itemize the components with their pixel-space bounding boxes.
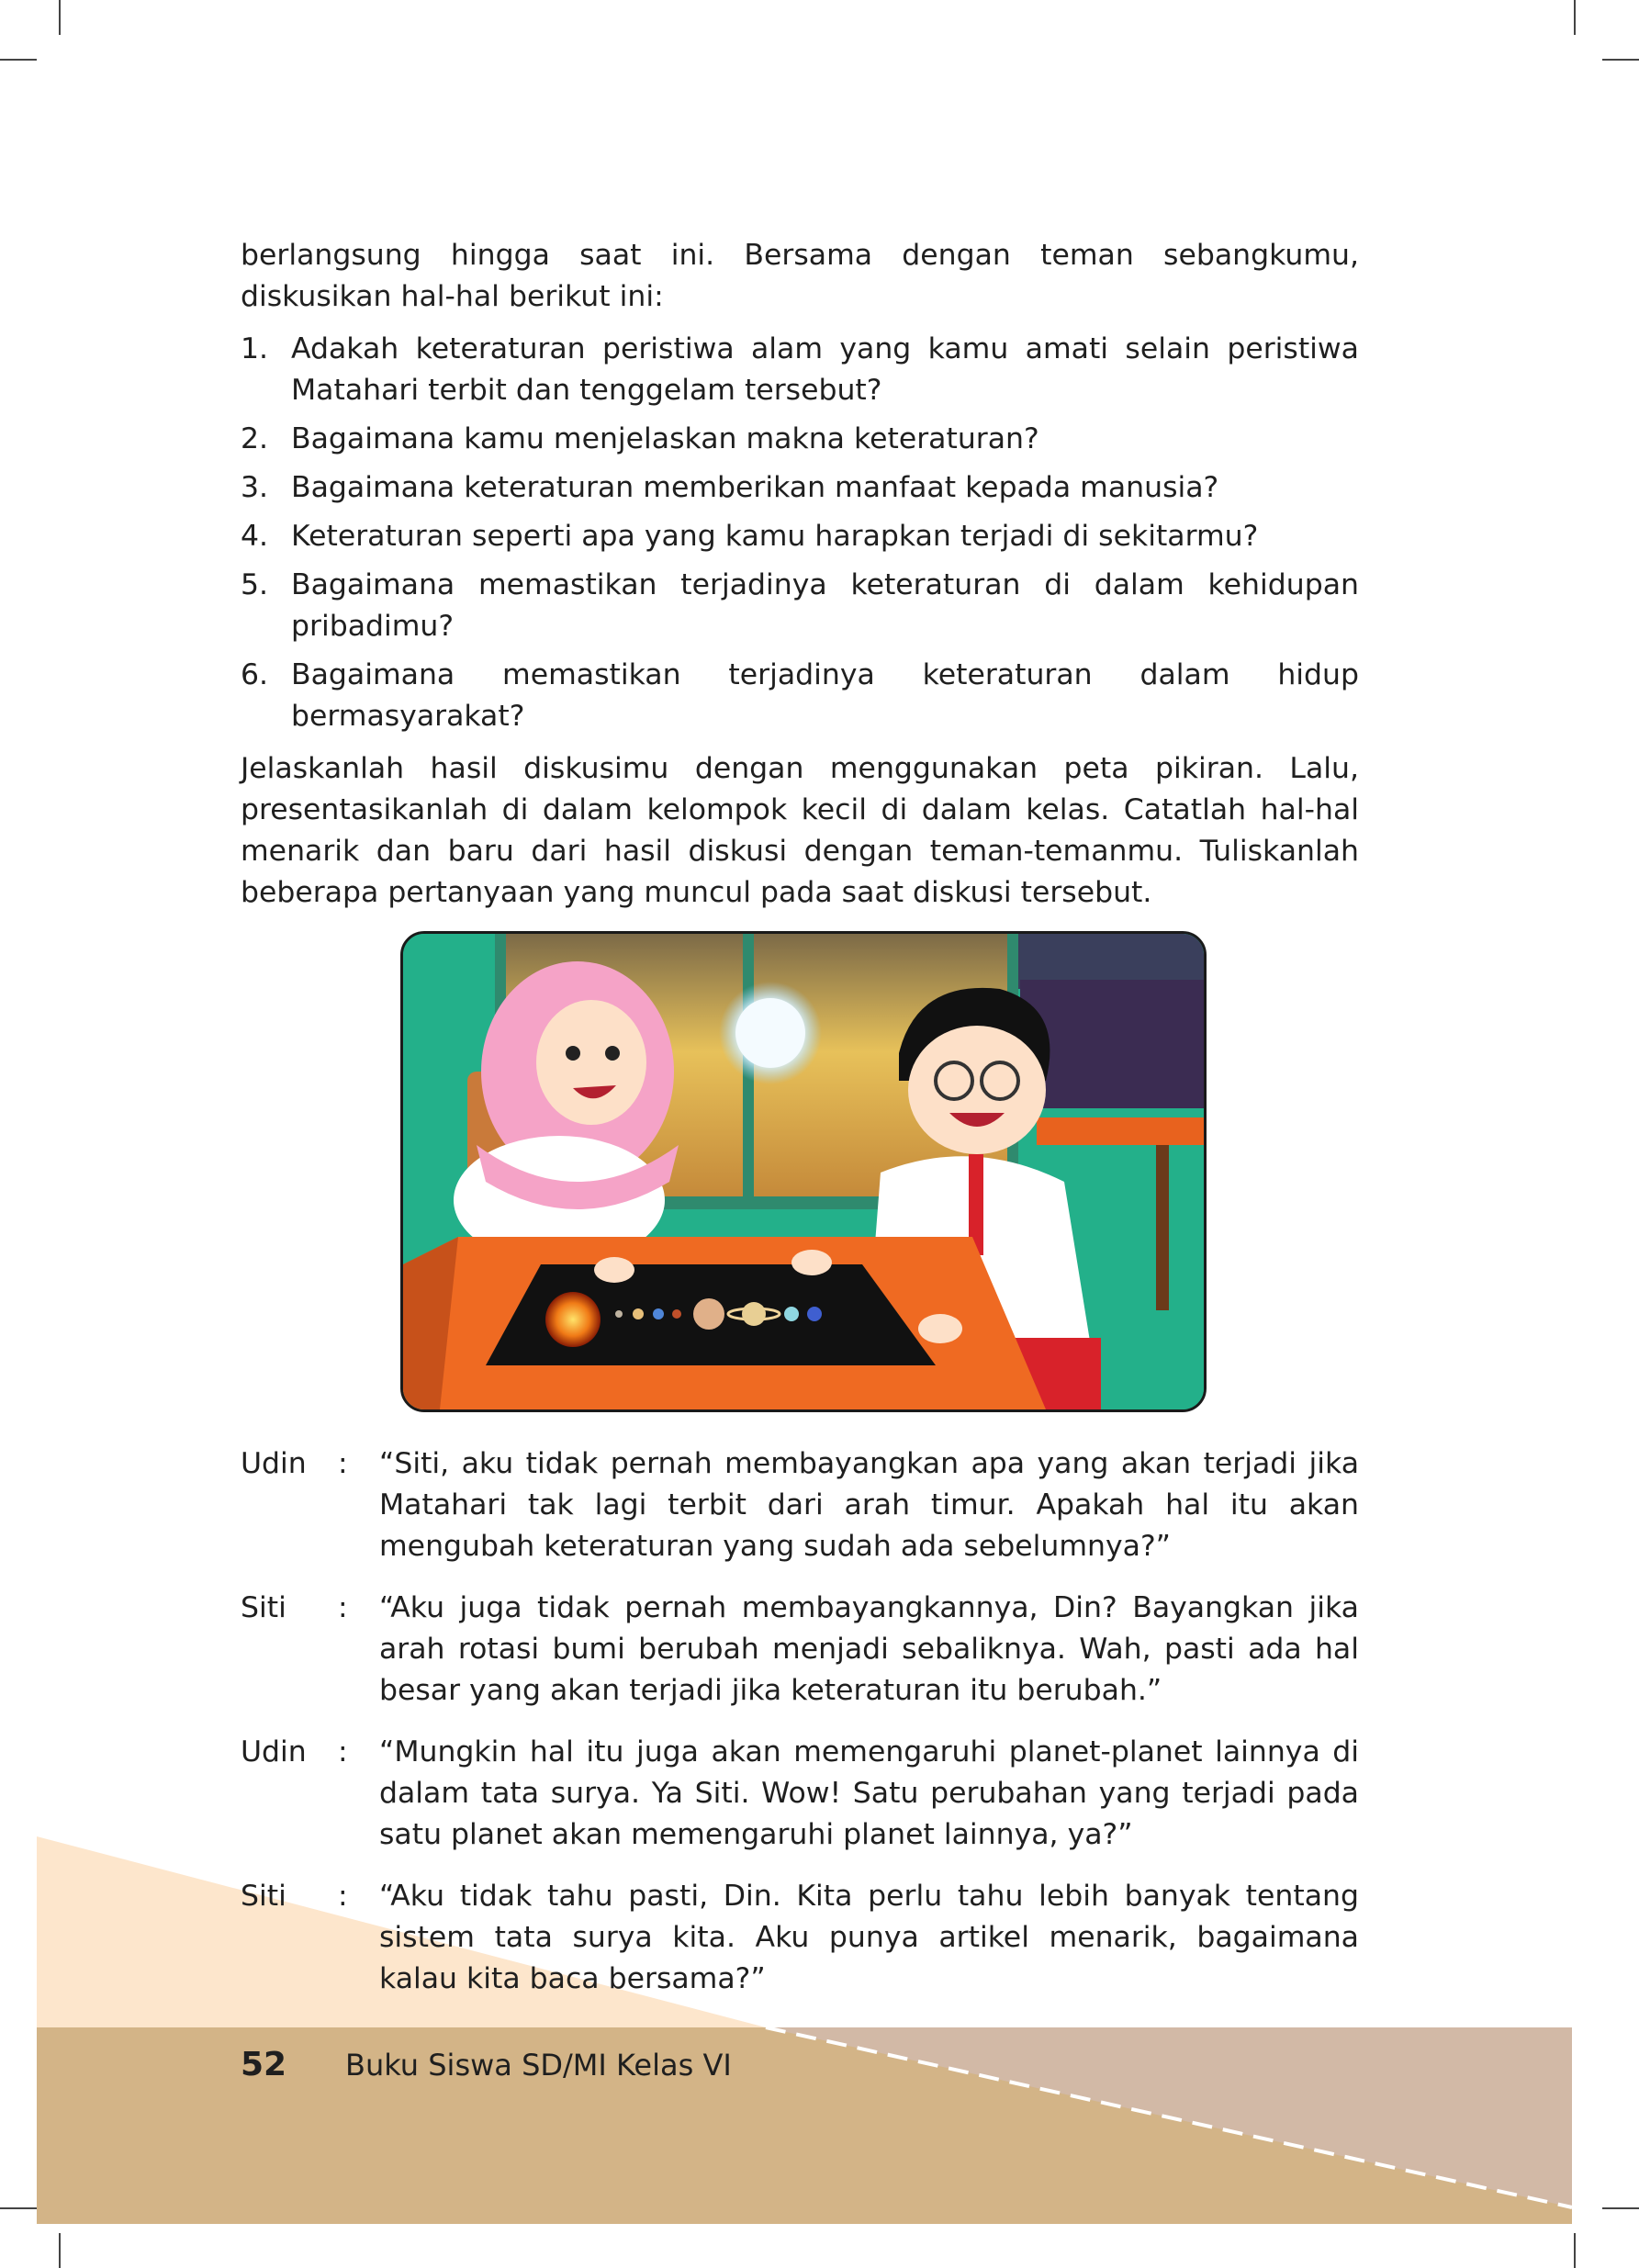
dialogue-line [241,1876,1359,2000]
girl-eye [566,1046,580,1061]
colon: : [338,1880,348,1913]
planet [807,1307,822,1321]
planet [633,1308,644,1319]
boy-hand [918,1314,962,1343]
planet [784,1307,799,1321]
book-title: Buku Siswa SD/MI Kelas VI [345,2048,732,2083]
question-item: 2. Bagaimana kamu menjelaskan makna keteraturan? [241,422,1039,455]
illustration-svg [403,934,1204,1409]
speech: “Aku tidak tahu pasti, Din. Kita perlu tahu lebih banyak tentang sistem tata surya kita. Aku punya artikel menarik, bagaimana kalau kita baca bersama?” [379,1880,1359,1995]
question-list [241,329,1359,737]
question-item: 4. Keteraturan seperti apa yang kamu harapkan terjadi di sekitarmu? [241,520,1259,553]
planet [615,1310,623,1318]
boy-hand [791,1250,832,1275]
dialogue [241,1443,1359,2020]
girl-face [536,1000,646,1125]
speech: “Aku juga tidak pernah membayangkannya, Din? Bayangkan jika arah rotasi bumi berubah menjadi sebaliknya. Wah, pasti ada hal besar yang akan terjadi jika keteraturan itu berubah.” [379,1591,1359,1707]
colon: : [338,1447,348,1480]
girl-hand [594,1257,634,1283]
question-item: 3. Bagaimana keteraturan memberikan manfaat kepada manusia? [241,471,1219,504]
desk-leg [1156,1145,1169,1310]
instruction-paragraph: Jelaskanlah hasil diskusimu dengan menggunakan peta pikiran. Lalu, presentasikanlah di dalam kelompok kecil di dalam kelas. Catatlah hal-hal menarik dan baru dari hasil diskusi dengan teman-temanmu. Tuliskanlah beberapa pertanyaan yang muncul pada saat diskusi tersebut. [241,752,1359,909]
sun-core [735,998,805,1068]
question-item: 5. Bagaimana memastikan terjadinya keteraturan di dalam kehidupan pribadimu? [241,568,1359,643]
page-number: 52 [241,2046,287,2083]
desk-right [1037,1117,1204,1145]
planet [693,1298,724,1330]
girl-eye [605,1046,620,1061]
speech: “Mungkin hal itu juga akan memengaruhi planet-planet lainnya di dalam tata surya. Ya Siti. Wow! Satu perubahan yang terjadi pada satu planet akan memengaruhi planet lainnya, ya?” [379,1735,1359,1851]
dialogue-line [241,1588,1359,1712]
dialogue-line [241,1732,1359,1856]
mat-sun [545,1292,601,1347]
speaker: Udin [241,1735,307,1768]
planet [653,1308,664,1319]
speaker: Udin [241,1447,307,1480]
boy-face [908,1026,1046,1154]
colon: : [338,1591,348,1624]
intro-paragraph: berlangsung hingga saat ini. Bersama dengan teman sebangkumu, diskusikan hal-hal berikut ini: [241,239,1359,313]
speech: “Siti, aku tidak pernah membayangkan apa yang akan terjadi jika Matahari tak lagi terbit dari arah timur. Apakah hal itu akan mengubah keteraturan yang sudah ada sebelumnya?” [379,1447,1359,1563]
colon: : [338,1735,348,1768]
dialogue-line [241,1443,1359,1567]
speaker: Siti [241,1880,286,1913]
planet [742,1302,766,1326]
speaker: Siti [241,1591,286,1624]
planet [672,1309,681,1319]
question-item: 1. Adakah keteraturan peristiwa alam yang kamu amati selain peristiwa Matahari terbit dan tenggelam tersebut? [241,332,1359,407]
question-item: 6. Bagaimana memastikan terjadinya keteraturan dalam hidup bermasyarakat? [241,658,1359,733]
body-text [241,235,1359,914]
classroom-illustration [400,931,1207,1412]
